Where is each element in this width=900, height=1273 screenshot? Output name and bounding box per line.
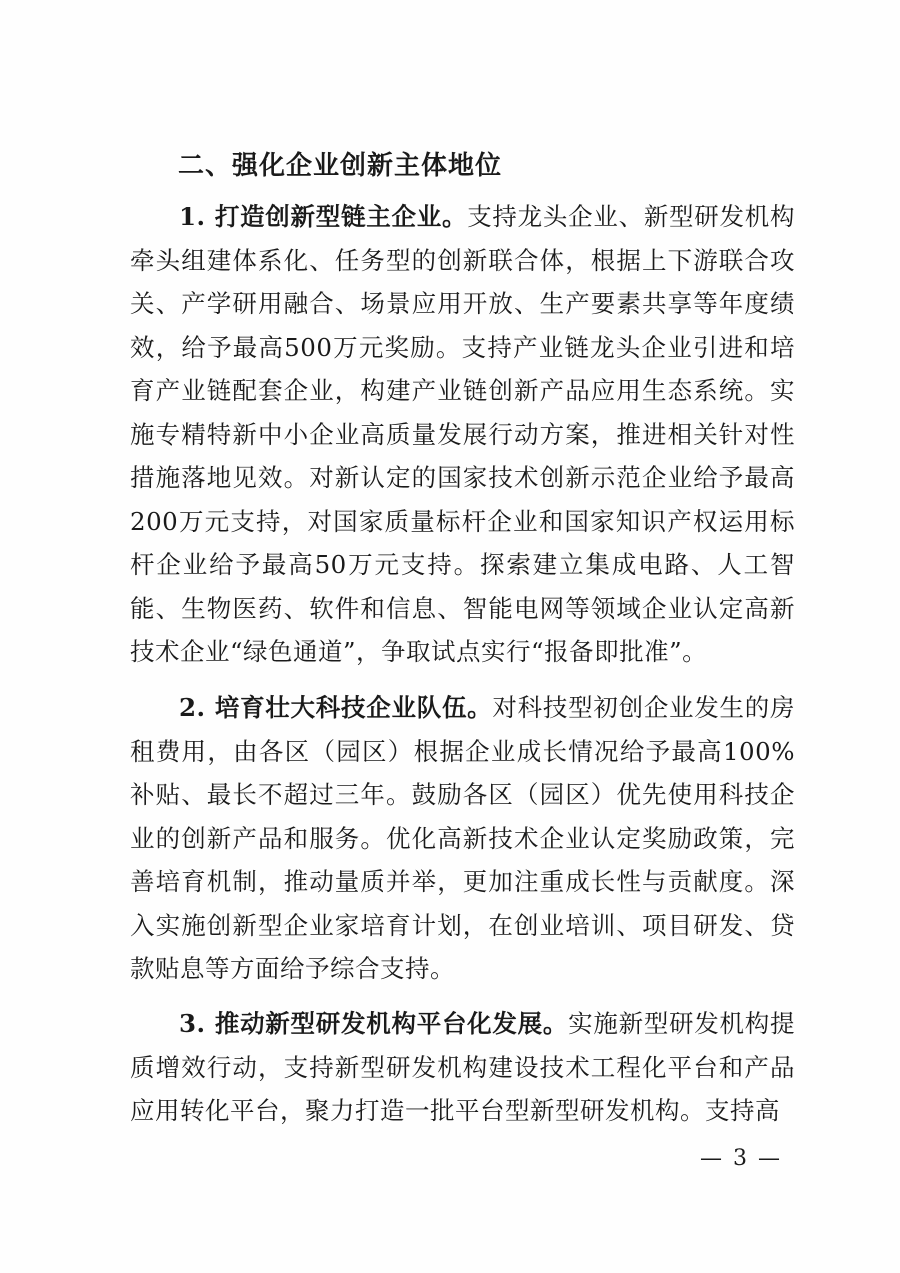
paragraph-2 [130, 686, 795, 991]
paragraph-2-body: 对科技型初创企业发生的房租费用，由各区（园区）根据企业成长情况给予最高100%补贴、最长不超过三年。鼓励各区（园区）优先使用科技企业的创新产品和服务。优化高新技术企业认定奖励政策，完善培育机制，推动量质并举，更加注重成长性与贡献度。深入实施创新型企业家培育计划，在创业培训、项目研发、贷款贴息等方面给予综合支持。 [130, 693, 795, 983]
paragraph-2-lead: 2. 培育壮大科技企业队伍。 [179, 693, 493, 722]
paragraph-1 [130, 195, 795, 674]
paragraph-3-lead: 3. 推动新型研发机构平台化发展。 [179, 1009, 569, 1038]
paragraph-1-body: 支持龙头企业、新型研发机构牵头组建体系化、任务型的创新联合体，根据上下游联合攻关、产学研用融合、场景应用开放、生产要素共享等年度绩效，给予最高500万元奖励。支持产业链龙头企业引进和培育产业链配套企业，构建产业链创新产品应用生态系统。实施专精特新中小企业高质量发展行动方案，推进相关针对性措施落地见效。对新认定的国家技术创新示范企业给予最高200万元支持，对国家质量标杆企业和国家知识产权运用标杆企业给予最高50万元支持。探索建立集成电路、人工智能、生物医药、软件和信息、智能电网等领域企业认定高新技术企业“绿色通道”，争取试点实行“报备即批准”。 [130, 202, 795, 666]
section-heading: 二、强化企业创新主体地位 [178, 151, 503, 181]
paragraph-3 [130, 1002, 795, 1133]
page-number: — 3 — [700, 1146, 782, 1171]
paragraph-3-body: 实施新型研发机构提质增效行动，支持新型研发机构建设技术工程化平台和产品应用转化平台，聚力打造一批平台型新型研发机构。支持高 [130, 1009, 795, 1125]
paragraph-1-lead: 1. 打造创新型链主企业。 [179, 202, 468, 231]
